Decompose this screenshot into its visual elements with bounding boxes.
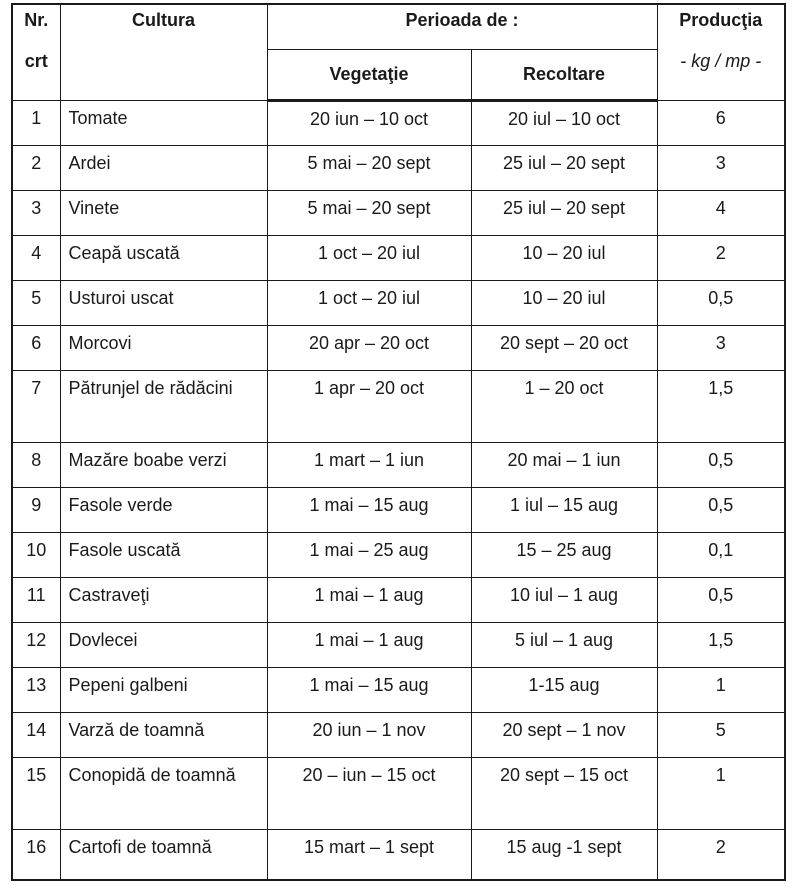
row-cultura-cell: Mazăre boabe verzi [60, 443, 267, 488]
header-cultura: Cultura [60, 4, 267, 101]
row-nr-cell: 4 [12, 236, 60, 281]
row-recoltare-cell: 20 mai – 1 iun [471, 443, 657, 488]
table-row [12, 533, 785, 578]
row-vegetatie-cell: 20 iun – 10 oct [267, 101, 471, 146]
row-recoltare-cell: 10 – 20 iul [471, 236, 657, 281]
table-row [12, 443, 785, 488]
row-productia-cell: 0,5 [657, 488, 785, 533]
row-recoltare-cell: 15 aug -1 sept [471, 830, 657, 880]
row-recoltare-cell: 25 iul – 20 sept [471, 146, 657, 191]
row-recoltare-cell: 1 iul – 15 aug [471, 488, 657, 533]
row-productia-cell: 0,1 [657, 533, 785, 578]
row-cultura-cell: Cartofi de toamnă [60, 830, 267, 880]
table-body [12, 101, 785, 880]
row-recoltare-cell: 20 sept – 1 nov [471, 713, 657, 758]
header-row-1 [12, 4, 785, 50]
row-vegetatie-cell: 15 mart – 1 sept [267, 830, 471, 880]
row-recoltare-cell: 1-15 aug [471, 668, 657, 713]
table-row [12, 578, 785, 623]
header-productia: Producţia [679, 10, 763, 30]
row-vegetatie-cell: 1 mai – 1 aug [267, 578, 471, 623]
row-vegetatie-cell: 1 mart – 1 iun [267, 443, 471, 488]
table-header [12, 4, 785, 101]
table-row [12, 326, 785, 371]
row-nr-cell: 3 [12, 191, 60, 236]
row-recoltare-cell: 1 – 20 oct [471, 371, 657, 443]
table-row [12, 623, 785, 668]
header-vegetatie: Vegetaţie [267, 50, 471, 101]
row-recoltare-cell: 20 sept – 15 oct [471, 758, 657, 830]
table-row [12, 488, 785, 533]
row-vegetatie-cell: 1 mai – 1 aug [267, 623, 471, 668]
row-productia-cell: 3 [657, 326, 785, 371]
row-nr-cell: 11 [12, 578, 60, 623]
header-perioada: Perioada de : [267, 4, 657, 50]
table-row [12, 668, 785, 713]
row-productia-cell: 0,5 [657, 578, 785, 623]
row-cultura-cell: Fasole uscată [60, 533, 267, 578]
row-cultura-cell: Ardei [60, 146, 267, 191]
table-row [12, 101, 785, 146]
row-nr-cell: 7 [12, 371, 60, 443]
row-productia-cell: 2 [657, 236, 785, 281]
table-row [12, 371, 785, 443]
row-vegetatie-cell: 20 apr – 20 oct [267, 326, 471, 371]
header-productia-cell [657, 4, 785, 101]
header-unit: - kg / mp - [680, 51, 762, 71]
table-row [12, 191, 785, 236]
table-row [12, 758, 785, 830]
row-cultura-cell: Conopidă de toamnă [60, 758, 267, 830]
row-cultura-cell: Morcovi [60, 326, 267, 371]
row-vegetatie-cell: 1 mai – 15 aug [267, 488, 471, 533]
row-vegetatie-cell: 1 mai – 15 aug [267, 668, 471, 713]
row-productia-cell: 0,5 [657, 281, 785, 326]
row-cultura-cell: Tomate [60, 101, 267, 146]
row-productia-cell: 1 [657, 668, 785, 713]
row-productia-cell: 3 [657, 146, 785, 191]
row-productia-cell: 0,5 [657, 443, 785, 488]
row-recoltare-cell: 10 iul – 1 aug [471, 578, 657, 623]
row-recoltare-cell: 20 sept – 20 oct [471, 326, 657, 371]
row-productia-cell: 1,5 [657, 371, 785, 443]
row-nr-cell: 8 [12, 443, 60, 488]
row-nr-cell: 10 [12, 533, 60, 578]
row-vegetatie-cell: 5 mai – 20 sept [267, 146, 471, 191]
row-recoltare-cell: 20 iul – 10 oct [471, 101, 657, 146]
header-crt: crt [24, 51, 48, 71]
table-row [12, 281, 785, 326]
row-cultura-cell: Fasole verde [60, 488, 267, 533]
row-cultura-cell: Ceapă uscată [60, 236, 267, 281]
row-nr-cell: 9 [12, 488, 60, 533]
row-vegetatie-cell: 20 iun – 1 nov [267, 713, 471, 758]
row-productia-cell: 1,5 [657, 623, 785, 668]
row-cultura-cell: Pătrunjel de rădăcini [60, 371, 267, 443]
row-vegetatie-cell: 1 oct – 20 iul [267, 281, 471, 326]
row-vegetatie-cell: 1 mai – 25 aug [267, 533, 471, 578]
table-row [12, 830, 785, 880]
row-productia-cell: 5 [657, 713, 785, 758]
row-cultura-cell: Varză de toamnă [60, 713, 267, 758]
row-vegetatie-cell: 5 mai – 20 sept [267, 191, 471, 236]
row-nr-cell: 13 [12, 668, 60, 713]
row-productia-cell: 2 [657, 830, 785, 880]
row-cultura-cell: Pepeni galbeni [60, 668, 267, 713]
row-nr-cell: 2 [12, 146, 60, 191]
row-cultura-cell: Dovlecei [60, 623, 267, 668]
table-row [12, 236, 785, 281]
row-nr-cell: 12 [12, 623, 60, 668]
header-nr: Nr. [24, 10, 49, 30]
table-row [12, 146, 785, 191]
row-recoltare-cell: 25 iul – 20 sept [471, 191, 657, 236]
row-cultura-cell: Castraveţi [60, 578, 267, 623]
crop-table [11, 3, 786, 881]
row-nr-cell: 1 [12, 101, 60, 146]
row-productia-cell: 6 [657, 101, 785, 146]
row-nr-cell: 16 [12, 830, 60, 880]
table-row [12, 713, 785, 758]
row-recoltare-cell: 10 – 20 iul [471, 281, 657, 326]
row-nr-cell: 15 [12, 758, 60, 830]
row-vegetatie-cell: 1 apr – 20 oct [267, 371, 471, 443]
row-nr-cell: 6 [12, 326, 60, 371]
header-recoltare: Recoltare [471, 50, 657, 101]
row-productia-cell: 1 [657, 758, 785, 830]
row-vegetatie-cell: 20 – iun – 15 oct [267, 758, 471, 830]
row-productia-cell: 4 [657, 191, 785, 236]
row-recoltare-cell: 5 iul – 1 aug [471, 623, 657, 668]
row-recoltare-cell: 15 – 25 aug [471, 533, 657, 578]
row-nr-cell: 5 [12, 281, 60, 326]
header-nr-crt [12, 4, 60, 101]
row-vegetatie-cell: 1 oct – 20 iul [267, 236, 471, 281]
row-cultura-cell: Usturoi uscat [60, 281, 267, 326]
row-cultura-cell: Vinete [60, 191, 267, 236]
row-nr-cell: 14 [12, 713, 60, 758]
